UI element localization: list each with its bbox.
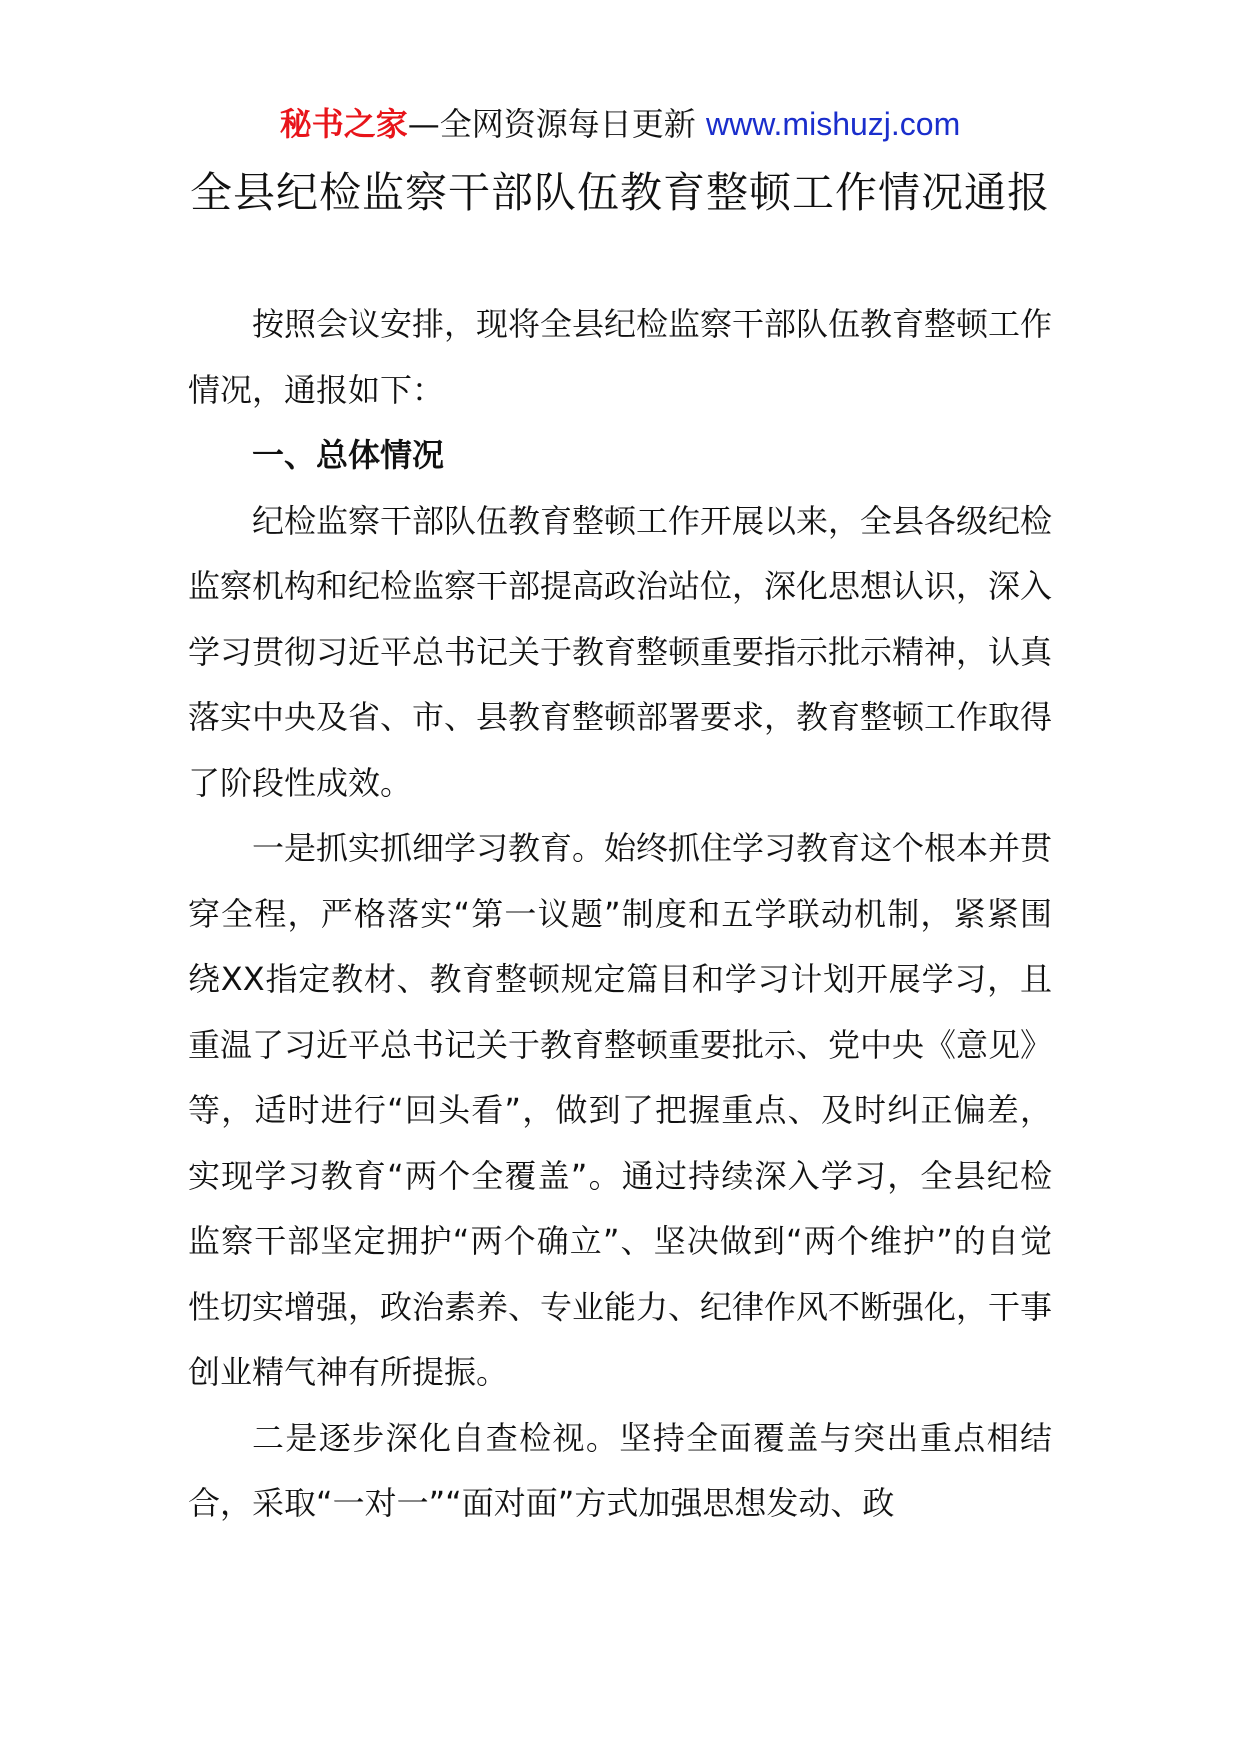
- site-url-link[interactable]: www.mishuzj.com: [705, 106, 961, 142]
- brand-name: 秘书之家: [279, 105, 408, 143]
- intro-paragraph: 按照会议安排，现将全县纪检监察干部队伍教育整顿工作情况，通报如下：: [188, 305, 1053, 409]
- study-education-paragraph: 一是抓实抓细学习教育。始终抓住学习教育这个根本并贯穿全程，严格落实“第一议题”制度和五学联动机制，紧紧围绕XX指定教材、教育整顿规定篇目和学习计划开展学习，且重温了习近平总书记关于教育整顿重要批示、党中央《意见》等，适时进行“回头看”，做到了把握重点、及时纠正偏差，实现学习教育“两个全覆盖”。通过持续深入学习，全县纪检监察干部坚定拥护“两个确立”、坚决做到“两个维护”的自觉性切实增强，政治素养、专业能力、纪律作风不断强化，干事创业精气神有所提振。: [188, 829, 1053, 1391]
- document-title: 全县纪检监察干部队伍教育整顿工作情况通报: [189, 168, 1050, 217]
- section-heading: 一、总体情况: [252, 436, 445, 474]
- self-inspection-paragraph: 二是逐步深化自查检视。坚持全面覆盖与突出重点相结合，采取“一对一”“面对面”方式加强思想发动、政: [188, 1418, 1052, 1522]
- overview-paragraph: 纪检监察干部队伍教育整顿工作开展以来，全县各级纪检监察机构和纪检监察干部提高政治站位，深化思想认识，深入学习贯彻习近平总书记关于教育整顿重要指示批示精神，认真落实中央及省、市、县教育整顿部署要求，教育整顿工作取得了阶段性成效。: [188, 501, 1053, 802]
- site-header: [0, 102, 1240, 146]
- header-slogan: —全网资源每日更新: [407, 105, 706, 143]
- document-body: [188, 292, 1052, 1537]
